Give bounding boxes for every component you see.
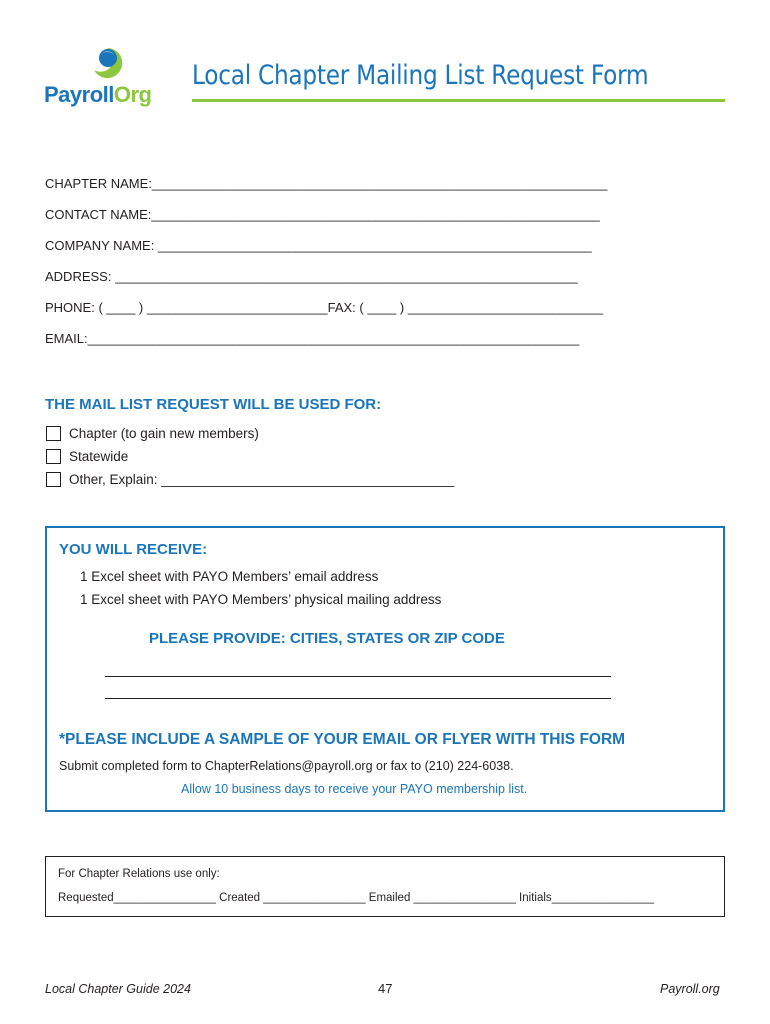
footer-site: Payroll.org — [660, 982, 720, 996]
option-label: Other, Explain: _______________________________________ — [69, 472, 455, 487]
page-number: 47 — [378, 981, 393, 996]
company-name-field[interactable]: COMPANY NAME: ____________________________________________________________ — [45, 238, 592, 253]
admin-use-box — [45, 856, 725, 917]
logo-wordmark: PayrollOrg — [44, 82, 152, 107]
admin-label: For Chapter Relations use only: — [58, 868, 220, 880]
payrollorg-logo-icon — [90, 46, 124, 80]
sample-heading: *PLEASE INCLUDE A SAMPLE OF YOUR EMAIL OR FLYER WITH THIS FORM — [59, 731, 626, 748]
title-underline — [192, 99, 725, 102]
receive-item-email: 1 Excel sheet with PAYO Members’ email address — [80, 569, 379, 584]
submit-instructions: Submit completed form to ChapterRelations@payroll.org or fax to (210) 224-6038. — [59, 759, 514, 773]
allow-days-note: Allow 10 business days to receive your PAYO membership list. — [181, 782, 528, 796]
form-title: Local Chapter Mailing List Request Form — [192, 60, 649, 91]
option-label: Statewide — [69, 449, 129, 464]
footer-guide: Local Chapter Guide 2024 — [45, 982, 191, 996]
receive-heading: YOU WILL RECEIVE: — [59, 541, 208, 558]
address-field[interactable]: ADDRESS: ________________________________________________________________ — [45, 269, 578, 284]
email-field[interactable]: EMAIL:____________________________________________________________________ — [45, 331, 580, 346]
checkbox[interactable] — [46, 449, 61, 464]
provide-line[interactable] — [105, 676, 611, 677]
usage-option-other[interactable] — [46, 472, 454, 487]
payrollorg-logo — [44, 46, 176, 112]
receive-item-mailing: 1 Excel sheet with PAYO Members’ physical mailing address — [80, 592, 442, 607]
provide-line[interactable] — [105, 698, 611, 699]
usage-option-chapter[interactable] — [46, 426, 259, 441]
contact-name-field[interactable]: CONTACT NAME:______________________________________________________________ — [45, 207, 600, 222]
phone-fax-field[interactable]: PHONE: ( ____ ) _________________________FAX: ( ____ ) ___________________________ — [45, 300, 604, 315]
provide-heading: PLEASE PROVIDE: CITIES, STATES OR ZIP CODE — [149, 630, 505, 647]
usage-option-statewide[interactable] — [46, 449, 128, 464]
admin-fields[interactable]: Requested________________ Created ________________ Emailed ________________ Initials________________ — [58, 892, 654, 904]
usage-heading: THE MAIL LIST REQUEST WILL BE USED FOR: — [45, 396, 382, 413]
chapter-name-field[interactable]: CHAPTER NAME:_______________________________________________________________ — [45, 176, 608, 191]
option-label: Chapter (to gain new members) — [69, 426, 259, 441]
checkbox[interactable] — [46, 472, 61, 487]
checkbox[interactable] — [46, 426, 61, 441]
